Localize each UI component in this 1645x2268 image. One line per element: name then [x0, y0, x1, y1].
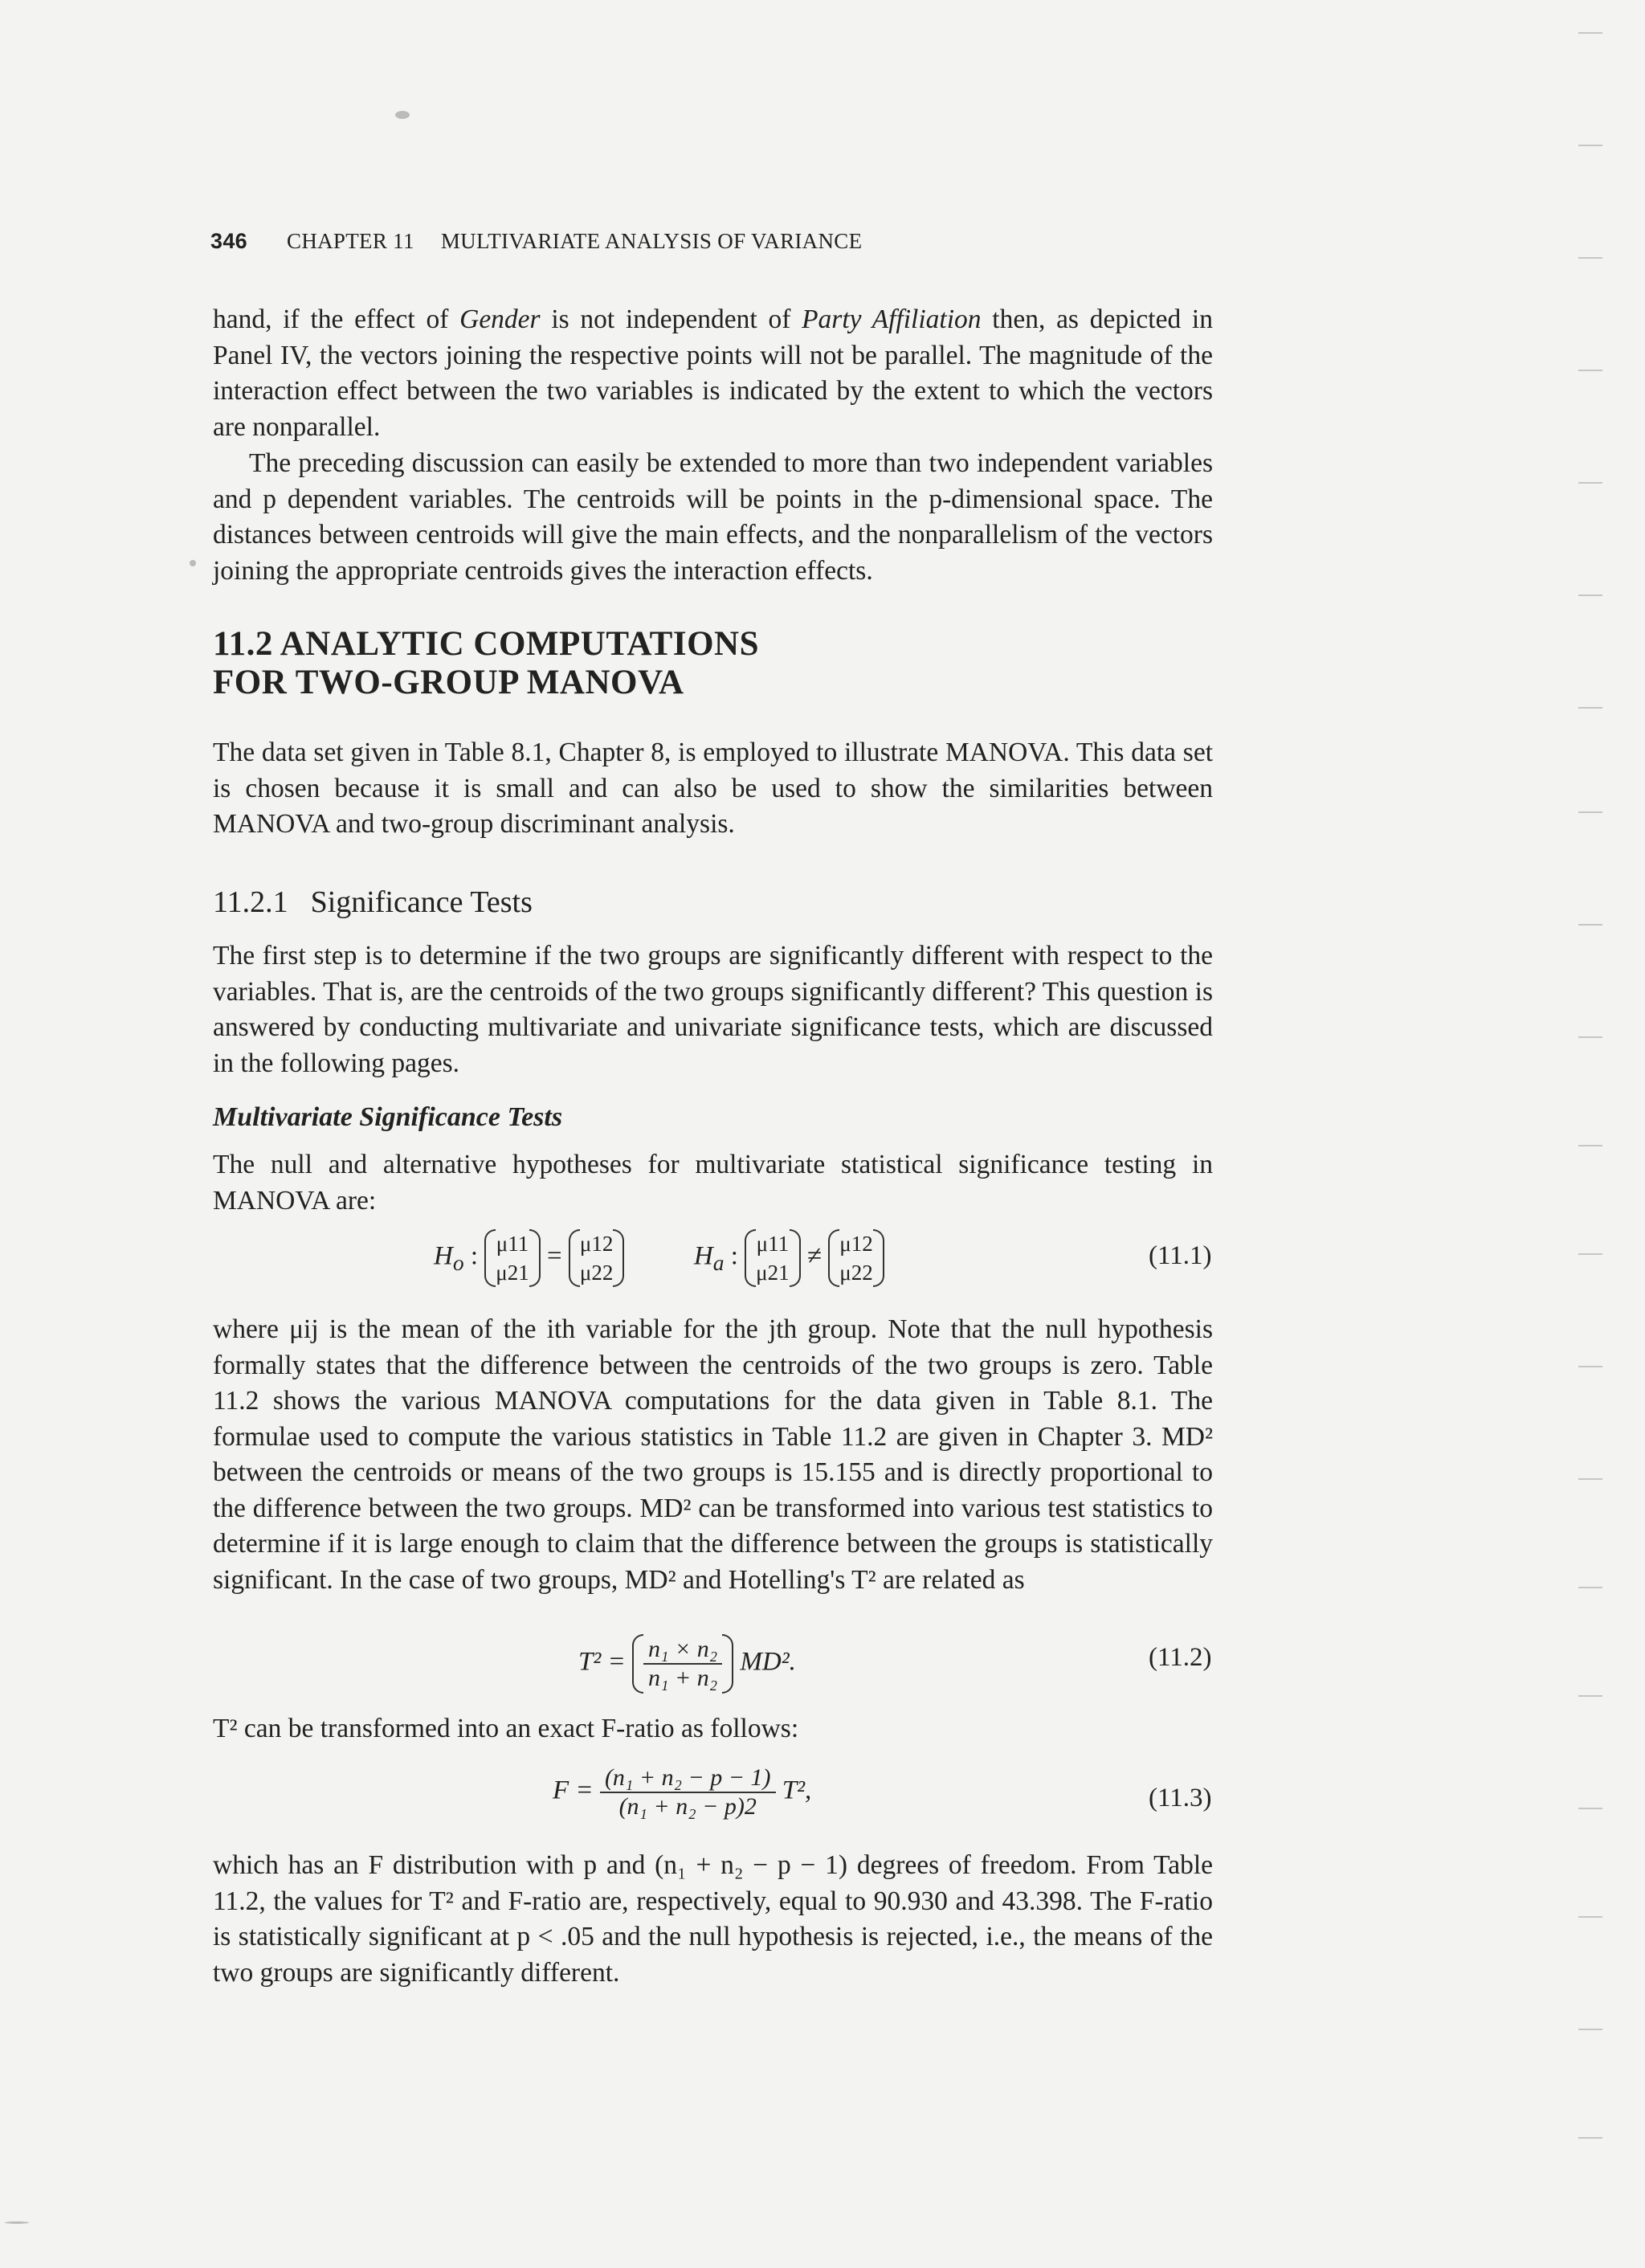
- eq2-fraction: [643, 1636, 722, 1692]
- text-run: then, as depicted in Panel IV, the vectors joining the respective points will not be parallel. The magnitude of the interaction effect between the two variables is indicated by the extent to which the vectors are nonparallel.: [213, 304, 1213, 442]
- margin-mark: [1578, 1253, 1602, 1255]
- section-heading-line1: 11.2 ANALYTIC COMPUTATIONS: [213, 625, 760, 663]
- margin-mark: [1578, 1145, 1602, 1146]
- vector-mu1-alt: [745, 1229, 800, 1287]
- vector-mu1: [484, 1229, 540, 1287]
- chapter-title: MULTIVARIATE ANALYSIS OF VARIANCE: [440, 229, 863, 253]
- text-run: is not independent of: [540, 304, 802, 334]
- eq-numerator: n₁ × n₂: [643, 1636, 722, 1665]
- margin-mark: [1578, 924, 1602, 926]
- equation-11-1: $H_o$ : μ11 μ21 = μ12 μ22 $H_a$ : μ11 μ21 ≠ μ12 μ22: [434, 1229, 884, 1287]
- margin-mark: [1578, 370, 1602, 371]
- eq-element: μ21: [756, 1261, 790, 1285]
- paragraph-first-step: The first step is to determine if the two groups are significantly different with respect to the variables. That is, are the centroids of the two groups significantly different? This question is answered by conducting multivariate and univariate significance tests, which are discussed in the following pages.: [213, 941, 1213, 1078]
- scan-speck: [395, 111, 410, 119]
- equation-11-2: [578, 1636, 796, 1692]
- equation-11-3: [553, 1764, 811, 1821]
- paragraph-f-distribution: which has an F distribution with p and (n₁ + n₂ − p − 1) degrees of freedom. From Table 11.2, the values for T² and F-ratio are, respectively, equal to 90.930 and 43.398. The F-ratio is statistically significant at p < .05 and the null hypothesis is rejected, i.e., the means of the two groups are significantly different.: [213, 1850, 1213, 1988]
- margin-mark: [1578, 2029, 1602, 2030]
- subsubsection-heading: Multivariate Significance Tests: [213, 1102, 563, 1132]
- eq-element: μ22: [839, 1261, 873, 1285]
- margin-mark: [1578, 811, 1602, 813]
- margin-mark: [1578, 257, 1602, 259]
- page-number: 346: [210, 229, 247, 253]
- margin-mark: [1578, 1808, 1602, 1809]
- equation-number-11-2: (11.2): [1149, 1643, 1212, 1672]
- scan-speck: [190, 560, 196, 566]
- scan-speck: [5, 2221, 29, 2224]
- eq-element: μ21: [496, 1261, 529, 1285]
- paragraph-dataset: The data set given in Table 8.1, Chapter 8, is employed to illustrate MANOVA. This data set is chosen because it is small and can also be used to show the similarities between MANOVA and two-group discriminant analysis.: [213, 738, 1213, 839]
- paragraph-where: where μij is the mean of the ith variable for the jth group. Note that the null hypothesis formally states that the difference between the centroids of the two groups is zero. Table 11.2 shows the various MANOVA computations for the data given in Table 8.1. The formulae used to compute the various statistics in Table 11.2 are given in Chapter 3. MD² between the centroids or means of the two groups is 15.155 and is directly proportional to the difference between the two groups. MD² can be transformed into various test statistics to determine if it is large enough to claim that the difference between the groups is statistically significant. In the case of two groups, MD² and Hotelling's T² are related as: [213, 1314, 1213, 1595]
- eq3-fraction: [600, 1764, 776, 1821]
- eq-lhs: T² =: [578, 1647, 626, 1677]
- text-run-italic: Party Affiliation: [802, 304, 982, 334]
- eq-denominator: (n₁ + n₂ − p)2: [618, 1793, 757, 1820]
- section-heading-line2: FOR TWO-GROUP MANOVA: [213, 664, 684, 701]
- margin-mark: [1578, 595, 1602, 596]
- equation-number-11-3: (11.3): [1149, 1784, 1212, 1812]
- chapter-label: CHAPTER 11: [287, 229, 414, 253]
- section-heading: [213, 625, 759, 702]
- eq-element: μ12: [579, 1232, 614, 1256]
- margin-mark: [1578, 1916, 1602, 1918]
- running-header: [210, 229, 862, 254]
- margin-mark: [1578, 482, 1602, 484]
- eq-rhs: T²,: [782, 1776, 812, 1805]
- margin-mark: [1578, 2137, 1602, 2139]
- subsection-title: Significance Tests: [310, 885, 533, 919]
- margin-mark: [1578, 707, 1602, 709]
- margin-mark: [1578, 1478, 1602, 1480]
- eq-denominator: n₁ + n₂: [648, 1665, 718, 1691]
- paragraph-extension: The preceding discussion can easily be extended to more than two independent variables and p dependent variables. The centroids will be points in the p-dimensional space. The distances between centroids will give the main effects, and the nonparallelism of the vectors joining the appropriate centroids gives the interaction effects.: [213, 448, 1213, 586]
- subsection-number: 11.2.1: [213, 885, 288, 919]
- eq-subscript: o: [452, 1250, 464, 1276]
- eq-element: μ12: [839, 1232, 873, 1256]
- eq-element: μ11: [756, 1232, 790, 1256]
- margin-mark: [1578, 1036, 1602, 1038]
- subsection-heading: [213, 885, 533, 920]
- eq-element: μ22: [579, 1261, 614, 1285]
- margin-mark: [1578, 32, 1602, 34]
- eq-rhs: MD².: [740, 1647, 796, 1677]
- eq-numerator: (n₁ + n₂ − p − 1): [600, 1764, 776, 1793]
- eq-symbol: H: [693, 1241, 713, 1271]
- text-run-italic: Gender: [459, 304, 541, 334]
- vector-mu2: [569, 1229, 624, 1287]
- margin-mark: [1578, 1587, 1602, 1588]
- equation-number-11-1: (11.1): [1149, 1241, 1212, 1270]
- eq2-paren: [632, 1636, 733, 1692]
- eq-lhs: F =: [553, 1776, 594, 1805]
- margin-mark: [1578, 1366, 1602, 1367]
- text-run: hand, if the effect of: [213, 304, 460, 334]
- eq-symbol: H: [434, 1241, 453, 1271]
- margin-mark: [1578, 145, 1602, 146]
- eq-subscript: a: [712, 1250, 725, 1276]
- vector-mu2-alt: [828, 1229, 884, 1287]
- paragraph-t2: T² can be transformed into an exact F-ratio as follows:: [213, 1714, 799, 1743]
- margin-mark: [1578, 1695, 1602, 1697]
- paragraph-hypotheses-intro: The null and alternative hypotheses for multivariate statistical significance testing in MANOVA are:: [213, 1150, 1213, 1216]
- paragraph-intro: [213, 302, 1213, 445]
- eq-element: μ11: [496, 1232, 529, 1256]
